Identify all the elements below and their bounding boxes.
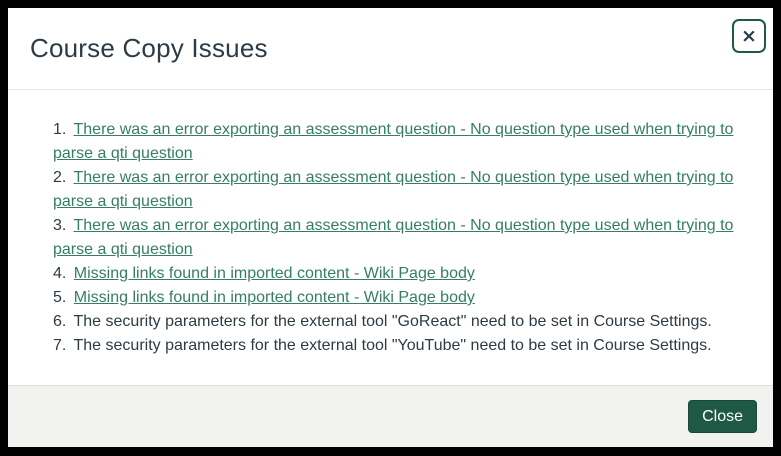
issue-link[interactable]: There was an error exporting an assessment question - No question type used when trying to parse a qti question <box>53 217 734 258</box>
issue-number: 4. <box>53 265 67 282</box>
issue-number: 1. <box>53 121 67 138</box>
issue-item <box>53 334 736 358</box>
close-icon: × <box>741 24 757 47</box>
issue-number: 7. <box>53 337 67 354</box>
issue-text: The security parameters for the external tool "GoReact" need to be set in Course Settings. <box>73 313 712 330</box>
dialog-footer <box>8 385 773 447</box>
dismiss-button[interactable] <box>732 19 766 53</box>
issue-item <box>53 214 736 262</box>
dialog-body <box>8 90 773 385</box>
issue-item <box>53 166 736 214</box>
issue-number: 2. <box>53 169 67 186</box>
issue-link[interactable]: There was an error exporting an assessment question - No question type used when trying to parse a qti question <box>53 121 734 162</box>
issues-list <box>53 118 736 358</box>
issue-item <box>53 118 736 166</box>
page-title: Course Copy Issues <box>30 33 268 63</box>
issue-number: 5. <box>53 289 67 306</box>
issue-item <box>53 286 736 310</box>
issue-link[interactable]: Missing links found in imported content - Wiki Page body <box>73 265 475 282</box>
issue-item <box>53 262 736 286</box>
close-button[interactable]: Close <box>688 400 757 433</box>
issue-number: 6. <box>53 313 67 330</box>
issue-text: The security parameters for the external tool "YouTube" need to be set in Course Settings. <box>73 337 712 354</box>
issue-number: 3. <box>53 217 67 234</box>
course-copy-issues-dialog <box>8 8 773 447</box>
issue-link[interactable]: There was an error exporting an assessment question - No question type used when trying to parse a qti question <box>53 169 734 210</box>
dialog-header <box>8 8 773 90</box>
issue-link[interactable]: Missing links found in imported content - Wiki Page body <box>73 289 475 306</box>
issue-item <box>53 310 736 334</box>
